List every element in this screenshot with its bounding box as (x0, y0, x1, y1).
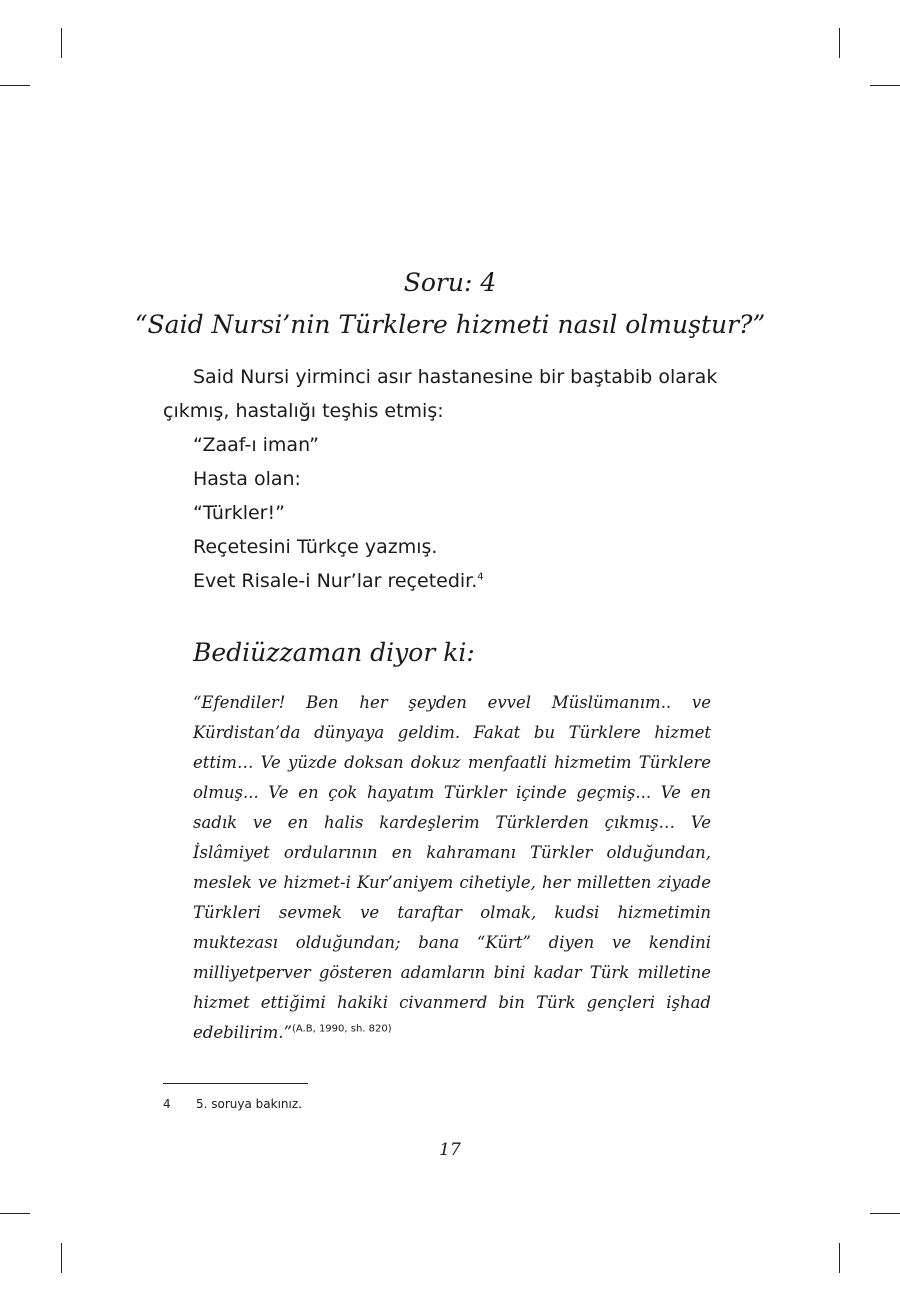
crop-mark (839, 1243, 840, 1273)
footnote-number: 4 (163, 1097, 171, 1111)
body-line: Reçetesini Türkçe yazmış. (193, 536, 438, 558)
crop-mark (0, 1213, 30, 1214)
footnote-text: 5. soruya bakınız. (196, 1097, 302, 1111)
crop-mark (839, 28, 840, 58)
question-subtitle: “Said Nursi’nin Türklere hizmeti nasıl olmuştur?” (134, 310, 766, 339)
body-line: “Zaaf-ı iman” (193, 434, 319, 456)
page-number: 17 (439, 1140, 461, 1160)
crop-mark (0, 85, 30, 86)
question-title: Soru: 4 (403, 268, 497, 297)
crop-mark (870, 85, 900, 86)
quote-text: “Efendiler! Ben her şeyden evvel Müslümanım.. ve Kürdistan’da dünyaya geldim. Fakat bu Türklere hizmet ettim… Ve yüzde doksan dokuz menfaatli hizmetim Türklere olmuş... Ve en çok hayatım Türkler içinde geçmiş... Ve en sadık ve en halis kardeşlerim Türklerden çıkmış… Ve İslâmiyet ordularının en kahramanı Türkler olduğundan, meslek ve hizmet-i Kur’aniyem cihetiyle, her milletten ziyade Türkleri sevmek ve taraftar olmak, kudsi hizmetimin muktezası olduğundan; bana “Kürt” diyen ve kendini milliyetperver gösteren adamların bini kadar Türk milletine hizmet ettiğimi hakiki civanmerd bin Türk gençleri işhad edebilirim.” (193, 693, 711, 1042)
crop-mark (61, 1243, 62, 1273)
footnote-reference[interactable]: 4 (477, 571, 484, 583)
body-last-line (163, 564, 743, 598)
footnote-divider (163, 1083, 308, 1084)
quote-citation: (A.B, 1990, sh. 820) (291, 1023, 392, 1035)
section-heading: Bediüzzaman diyor ki: (193, 638, 475, 667)
footnote (163, 1097, 302, 1111)
body-text (163, 360, 743, 598)
quote-block (193, 688, 711, 1048)
crop-mark (61, 28, 62, 58)
body-line-text: Evet Risale-i Nur’lar reçetedir. (193, 570, 478, 592)
body-line: Hasta olan: (193, 468, 301, 490)
body-paragraph: Said Nursi yirminci asır hastanesine bir baştabib olarak çıkmış, hastalığı teşhis etmiş: (163, 366, 718, 422)
crop-mark (870, 1213, 900, 1214)
body-line: “Türkler!” (193, 502, 285, 524)
